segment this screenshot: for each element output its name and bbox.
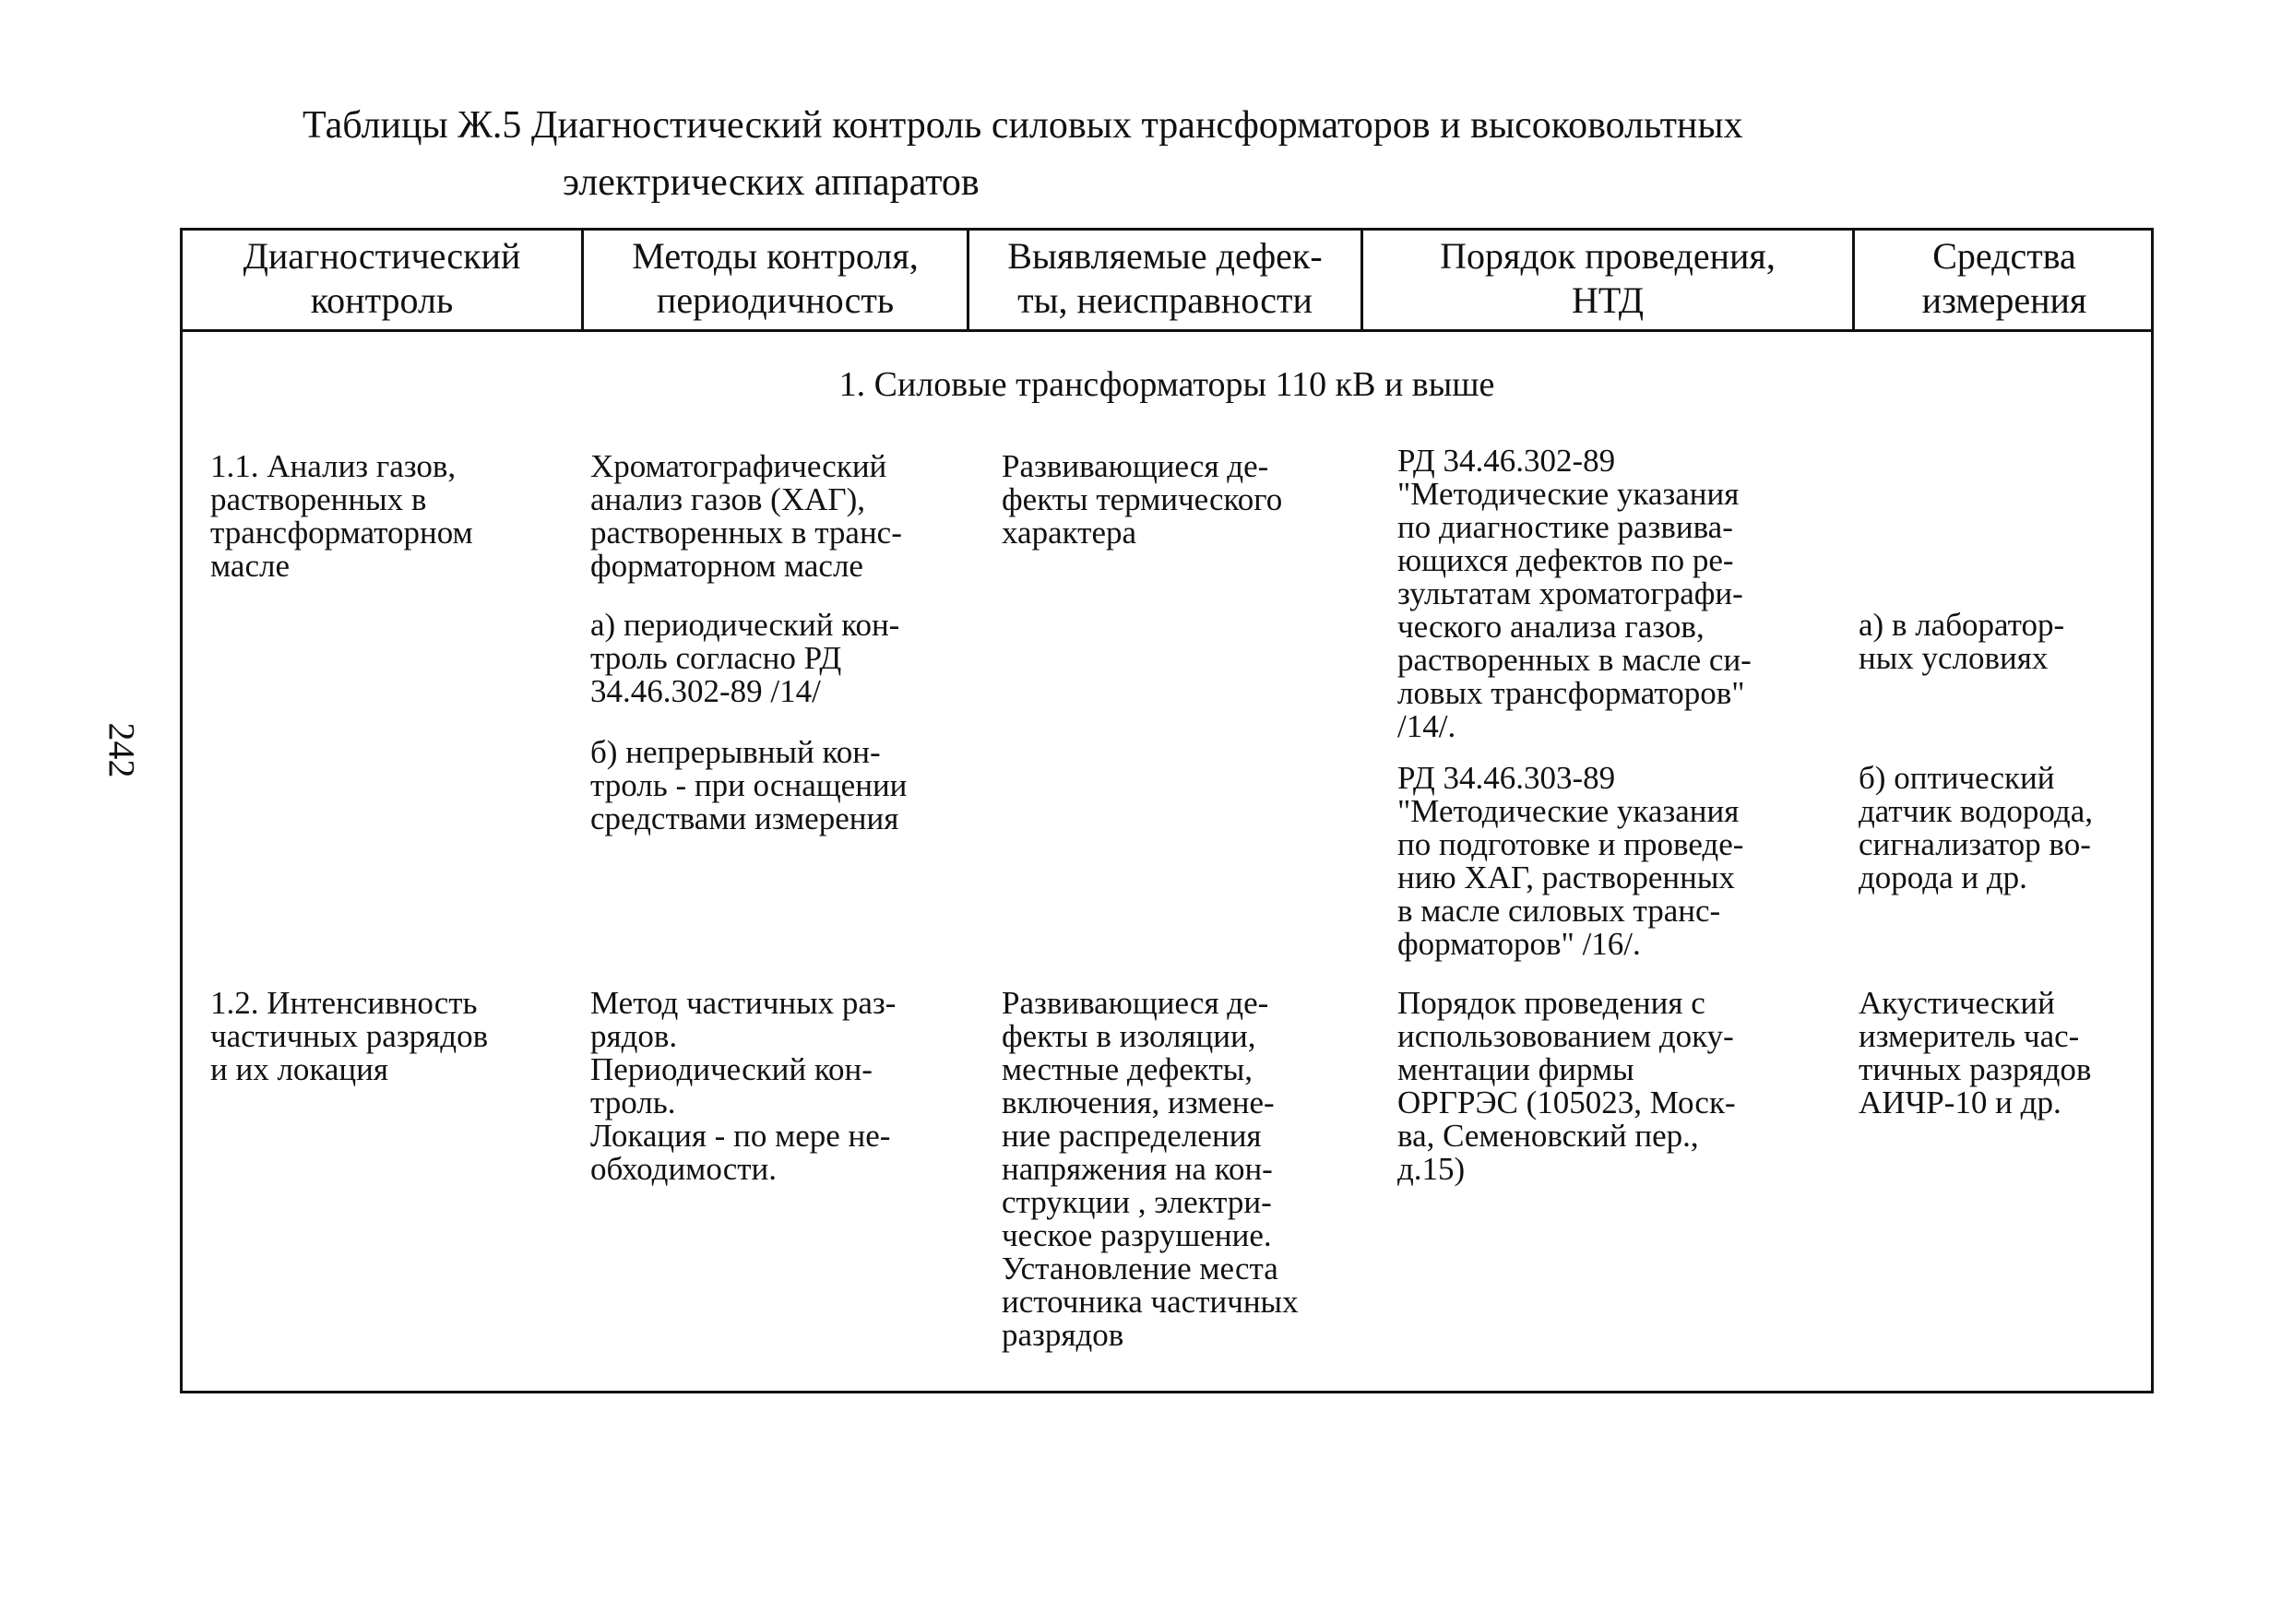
row-1-2-procedure: Порядок проведения с использовованием доку- ментации фирмы ОРГРЭС (105023, Моск- ва, Семеновский пер., д.15) (1397, 985, 1736, 1187)
row-1-1-instrument-b: б) оптический датчик водорода, сигнализатор во- дорода и др. (1859, 760, 2093, 895)
header-detected-defects: Выявляемые дефек- ты, неисправности (967, 231, 1360, 329)
table-header-row (183, 231, 2151, 332)
header-instruments: Средства измерения (1852, 231, 2154, 329)
row-1-1-method-main: Хроматографический анализ газов (ХАГ), растворенных в транс- форматорном масле (590, 448, 902, 584)
row-1-1-control: 1.1. Анализ газов, растворенных в трансформаторном масле (210, 448, 473, 584)
table-caption-line-1: Таблицы Ж.5 Диагностический контроль силовых трансформаторов и высоковольтных (303, 104, 1743, 147)
header-diagnostic-control: Диагностический контроль (243, 235, 521, 321)
header-procedure: Порядок проведения, НТД (1360, 231, 1852, 329)
header-control-methods: Методы контроля, периодичность (581, 231, 967, 329)
page-number: 242 (101, 722, 143, 778)
row-1-1-defects: Развивающиеся де- фекты термического характера (1002, 448, 1283, 551)
row-1-1-instrument-a: а) в лаборатор- ных условиях (1859, 607, 2065, 676)
row-1-1-method-a: а) периодический кон- троль согласно РД 34.46.302-89 /14/ (590, 607, 900, 709)
section-title: 1. Силовые трансформаторы 110 кВ и выше (838, 365, 1495, 404)
row-1-2-defects: Развивающиеся де- фекты в изоляции, местные дефекты, включения, измене- ние распределения напряжения на кон- струкции , электри- ческое разрушение. Установление места источника частичных разрядов (1002, 985, 1299, 1353)
row-1-1-method-b: б) непрерывный кон- троль - при оснащении средствами измерения (590, 734, 908, 836)
row-1-1-procedure-2: РД 34.46.303-89 "Методические указания по подготовке и проведе- нию ХАГ, растворенных в масле силовых транс- форматоров" /16/. (1397, 760, 1744, 962)
table-caption-line-2: электрических аппаратов (563, 161, 980, 204)
row-1-2-control: 1.2. Интенсивность частичных разрядов и их локация (210, 985, 489, 1087)
row-1-2-methods: Метод частичных раз- рядов. Периодический кон- троль. Локация - по мере не- обходимости. (590, 985, 897, 1187)
row-1-2-instruments: Акустический измеритель час- тичных разрядов АИЧР-10 и др. (1859, 985, 2092, 1120)
row-1-1-procedure-1: РД 34.46.302-89 "Методические указания по диагностике развива- ющихся дефектов по ре- зультатам хроматографи- ческого анализа газов, растворенных в масле си- ловых трансформаторов" /14/. (1397, 443, 1752, 744)
diagnostic-table (180, 228, 2154, 1393)
